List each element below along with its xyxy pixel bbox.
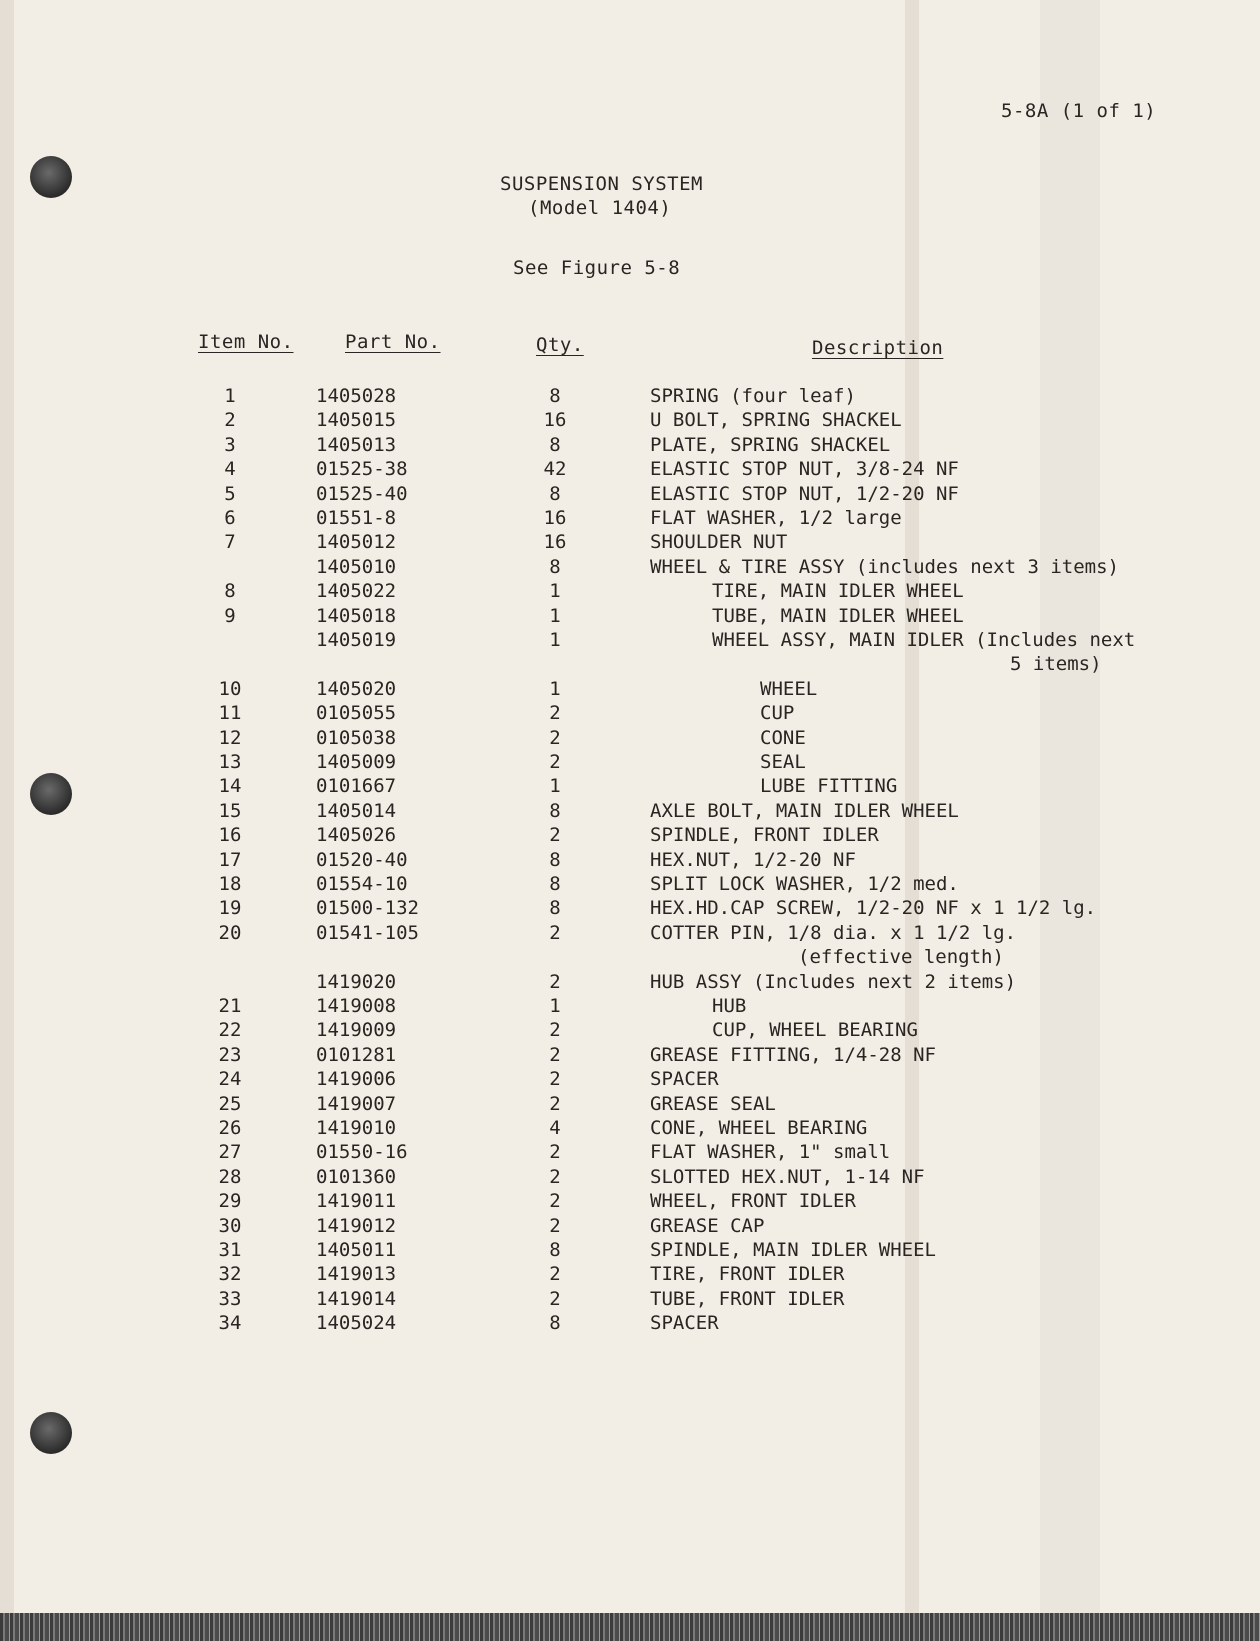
description: TIRE, FRONT IDLER [650, 1263, 845, 1286]
quantity: 16 [543, 507, 567, 529]
table-row [0, 556, 1260, 580]
quantity: 8 [549, 873, 561, 895]
item-number: 7 [224, 531, 236, 554]
table-row [0, 1019, 1260, 1043]
binder-hole [30, 156, 72, 198]
description: SPACER [650, 1068, 719, 1091]
item-number: 20 [218, 921, 242, 944]
quantity: 8 [549, 799, 561, 822]
description: CONE, WHEEL BEARING [650, 1117, 868, 1139]
part-number: 1419008 [316, 995, 397, 1017]
quantity: 2 [549, 970, 561, 993]
table-row-continuation [0, 946, 1260, 970]
description: SPLIT LOCK WASHER, 1/2 med. [650, 873, 959, 895]
part-number: 1419007 [316, 1092, 397, 1115]
table-row [0, 458, 1260, 482]
item-number: 24 [218, 1068, 242, 1091]
description: CUP [760, 702, 795, 725]
quantity: 42 [543, 458, 567, 481]
item-number: 32 [218, 1263, 242, 1286]
item-number: 22 [218, 1019, 242, 1042]
description: CONE [760, 726, 806, 749]
quantity: 4 [549, 1117, 561, 1139]
quantity: 2 [549, 702, 561, 725]
quantity: 2 [549, 1019, 561, 1042]
item-number: 27 [218, 1141, 242, 1164]
item-number: 12 [218, 726, 242, 749]
part-number: 1419010 [316, 1117, 397, 1139]
quantity: 16 [543, 531, 567, 554]
description: WHEEL [760, 677, 818, 700]
quantity: 1 [549, 580, 561, 603]
part-number: 01500-132 [316, 897, 419, 920]
table-row [0, 483, 1260, 507]
table-row [0, 751, 1260, 775]
part-number: 1405010 [316, 555, 397, 578]
part-number: 0101360 [316, 1165, 397, 1188]
part-number: 1405014 [316, 799, 397, 822]
description: U BOLT, SPRING SHACKEL [650, 409, 902, 432]
description: SPINDLE, FRONT IDLER [650, 824, 879, 847]
description: FLAT WASHER, 1" small [650, 1141, 891, 1164]
item-number: 19 [218, 897, 242, 920]
table-row [0, 824, 1260, 848]
item-number: 23 [218, 1043, 242, 1066]
item-number: 17 [218, 848, 242, 871]
description: SHOULDER NUT [650, 531, 788, 554]
table-row [0, 1166, 1260, 1190]
description: HEX.NUT, 1/2-20 NF [650, 848, 856, 871]
table-row [0, 971, 1260, 995]
part-number: 1419014 [316, 1287, 397, 1310]
item-number: 28 [218, 1165, 242, 1188]
table-row [0, 897, 1260, 921]
part-number: 01550-16 [316, 1141, 408, 1164]
item-number: 11 [218, 702, 242, 725]
quantity: 8 [549, 1312, 561, 1335]
table-row [0, 727, 1260, 751]
part-number: 1419013 [316, 1263, 397, 1286]
description-continuation: 5 items) [1010, 653, 1102, 676]
part-number: 1405024 [316, 1312, 397, 1335]
part-number: 01525-40 [316, 482, 408, 505]
quantity: 1 [549, 677, 561, 700]
description: TUBE, MAIN IDLER WHEEL [712, 604, 964, 627]
part-number: 01525-38 [316, 458, 408, 481]
table-row [0, 1263, 1260, 1287]
description: ELASTIC STOP NUT, 3/8-24 NF [650, 458, 959, 481]
part-number: 1405012 [316, 531, 397, 554]
table-row [0, 434, 1260, 458]
description: SPINDLE, MAIN IDLER WHEEL [650, 1239, 936, 1261]
table-row [0, 995, 1260, 1019]
description: SEAL [760, 751, 806, 773]
table-row [0, 1288, 1260, 1312]
part-number: 1405020 [316, 677, 397, 700]
description: LUBE FITTING [760, 775, 898, 798]
table-row-continuation [0, 653, 1260, 677]
part-number: 0101281 [316, 1043, 397, 1066]
quantity: 2 [549, 1263, 561, 1286]
item-number: 33 [218, 1287, 242, 1310]
table-row [0, 580, 1260, 604]
description-continuation: (effective length) [798, 946, 1004, 969]
table-row [0, 1312, 1260, 1336]
part-number: 1405009 [316, 751, 397, 773]
part-number: 1405015 [316, 409, 397, 432]
header-part-no: Part No. [345, 331, 441, 353]
description: SPRING (four leaf) [650, 385, 856, 407]
quantity: 8 [549, 433, 561, 456]
table-row [0, 1117, 1260, 1141]
description: HUB ASSY (Includes next 2 items) [650, 970, 1017, 993]
table-row [0, 849, 1260, 873]
table-row [0, 531, 1260, 555]
table-row [0, 1141, 1260, 1165]
part-number: 1419012 [316, 1214, 397, 1237]
item-number: 14 [218, 775, 242, 798]
description: ELASTIC STOP NUT, 1/2-20 NF [650, 482, 959, 505]
part-number: 01554-10 [316, 873, 408, 895]
description: GREASE SEAL [650, 1092, 776, 1115]
binder-hole [30, 1412, 72, 1454]
table-row [0, 629, 1260, 653]
item-number: 34 [218, 1312, 242, 1335]
description: GREASE CAP [650, 1214, 765, 1237]
description: WHEEL ASSY, MAIN IDLER (Includes next [712, 629, 1136, 651]
header-qty: Qty. [536, 334, 584, 356]
page-reference: 5-8A (1 of 1) [1001, 100, 1157, 122]
description: TIRE, MAIN IDLER WHEEL [712, 580, 964, 603]
part-number: 1405011 [316, 1239, 397, 1261]
quantity: 2 [549, 1043, 561, 1066]
table-row [0, 507, 1260, 531]
table-row [0, 605, 1260, 629]
item-number: 1 [224, 385, 236, 407]
item-number: 3 [224, 433, 236, 456]
quantity: 1 [549, 775, 561, 798]
description: WHEEL, FRONT IDLER [650, 1190, 856, 1213]
table-row [0, 922, 1260, 946]
description: AXLE BOLT, MAIN IDLER WHEEL [650, 799, 959, 822]
part-number: 0105038 [316, 726, 397, 749]
item-number: 15 [218, 799, 242, 822]
quantity: 2 [549, 1068, 561, 1091]
table-row [0, 409, 1260, 433]
part-number: 01551-8 [316, 507, 397, 529]
quantity: 2 [549, 1214, 561, 1237]
description: PLATE, SPRING SHACKEL [650, 433, 891, 456]
part-number: 01520-40 [316, 848, 408, 871]
table-row [0, 1239, 1260, 1263]
quantity: 16 [543, 409, 567, 432]
quantity: 8 [549, 897, 561, 920]
part-number: 1405028 [316, 385, 397, 407]
description: WHEEL & TIRE ASSY (includes next 3 items) [650, 555, 1119, 578]
description: TUBE, FRONT IDLER [650, 1287, 845, 1310]
part-number: 1405026 [316, 824, 397, 847]
quantity: 2 [549, 921, 561, 944]
quantity: 2 [549, 824, 561, 847]
item-number: 8 [224, 580, 236, 603]
table-row [0, 702, 1260, 726]
item-number: 25 [218, 1092, 242, 1115]
item-number: 16 [218, 824, 242, 847]
description: COTTER PIN, 1/8 dia. x 1 1/2 lg. [650, 921, 1017, 944]
quantity: 8 [549, 555, 561, 578]
description: GREASE FITTING, 1/4-28 NF [650, 1043, 936, 1066]
part-number: 1405022 [316, 580, 397, 603]
item-number: 5 [224, 482, 236, 505]
table-row [0, 775, 1260, 799]
page-subtitle: (Model 1404) [528, 197, 672, 219]
item-number: 13 [218, 751, 242, 773]
item-number: 26 [218, 1117, 242, 1139]
description: CUP, WHEEL BEARING [712, 1019, 918, 1042]
part-number: 1419009 [316, 1019, 397, 1042]
scan-edge [0, 1613, 1260, 1641]
part-number: 1419006 [316, 1068, 397, 1091]
part-number: 1405019 [316, 629, 397, 651]
item-number: 2 [224, 409, 236, 432]
item-number: 10 [218, 677, 242, 700]
table-row [0, 1044, 1260, 1068]
quantity: 2 [549, 1287, 561, 1310]
table-row [0, 873, 1260, 897]
item-number: 9 [224, 604, 236, 627]
quantity: 1 [549, 629, 561, 651]
header-item-no: Item No. [198, 331, 294, 353]
item-number: 31 [218, 1239, 242, 1261]
description: HEX.HD.CAP SCREW, 1/2-20 NF x 1 1/2 lg. [650, 897, 1097, 920]
part-number: 1405013 [316, 433, 397, 456]
quantity: 2 [549, 1165, 561, 1188]
quantity: 8 [549, 848, 561, 871]
item-number: 30 [218, 1214, 242, 1237]
header-description: Description [812, 337, 944, 359]
table-row [0, 1215, 1260, 1239]
item-number: 29 [218, 1190, 242, 1213]
item-number: 4 [224, 458, 236, 481]
table-row [0, 678, 1260, 702]
quantity: 2 [549, 1190, 561, 1213]
page-title: SUSPENSION SYSTEM [500, 173, 703, 195]
quantity: 2 [549, 1092, 561, 1115]
description: SPACER [650, 1312, 719, 1335]
quantity: 8 [549, 1239, 561, 1261]
quantity: 2 [549, 751, 561, 773]
quantity: 1 [549, 995, 561, 1017]
description: HUB [712, 995, 747, 1017]
figure-reference: See Figure 5-8 [513, 257, 681, 279]
part-number: 0101667 [316, 775, 397, 798]
quantity: 8 [549, 482, 561, 505]
item-number: 21 [218, 995, 242, 1017]
part-number: 1419011 [316, 1190, 397, 1213]
quantity: 2 [549, 1141, 561, 1164]
description: SLOTTED HEX.NUT, 1-14 NF [650, 1165, 925, 1188]
table-row [0, 800, 1260, 824]
part-number: 1419020 [316, 970, 397, 993]
item-number: 18 [218, 873, 242, 895]
part-number: 0105055 [316, 702, 397, 725]
quantity: 2 [549, 726, 561, 749]
item-number: 6 [224, 507, 236, 529]
table-row [0, 385, 1260, 409]
table-row [0, 1068, 1260, 1092]
part-number: 01541-105 [316, 921, 419, 944]
part-number: 1405018 [316, 604, 397, 627]
table-row [0, 1190, 1260, 1214]
table-row [0, 1093, 1260, 1117]
quantity: 8 [549, 385, 561, 407]
quantity: 1 [549, 604, 561, 627]
description: FLAT WASHER, 1/2 large [650, 507, 902, 529]
